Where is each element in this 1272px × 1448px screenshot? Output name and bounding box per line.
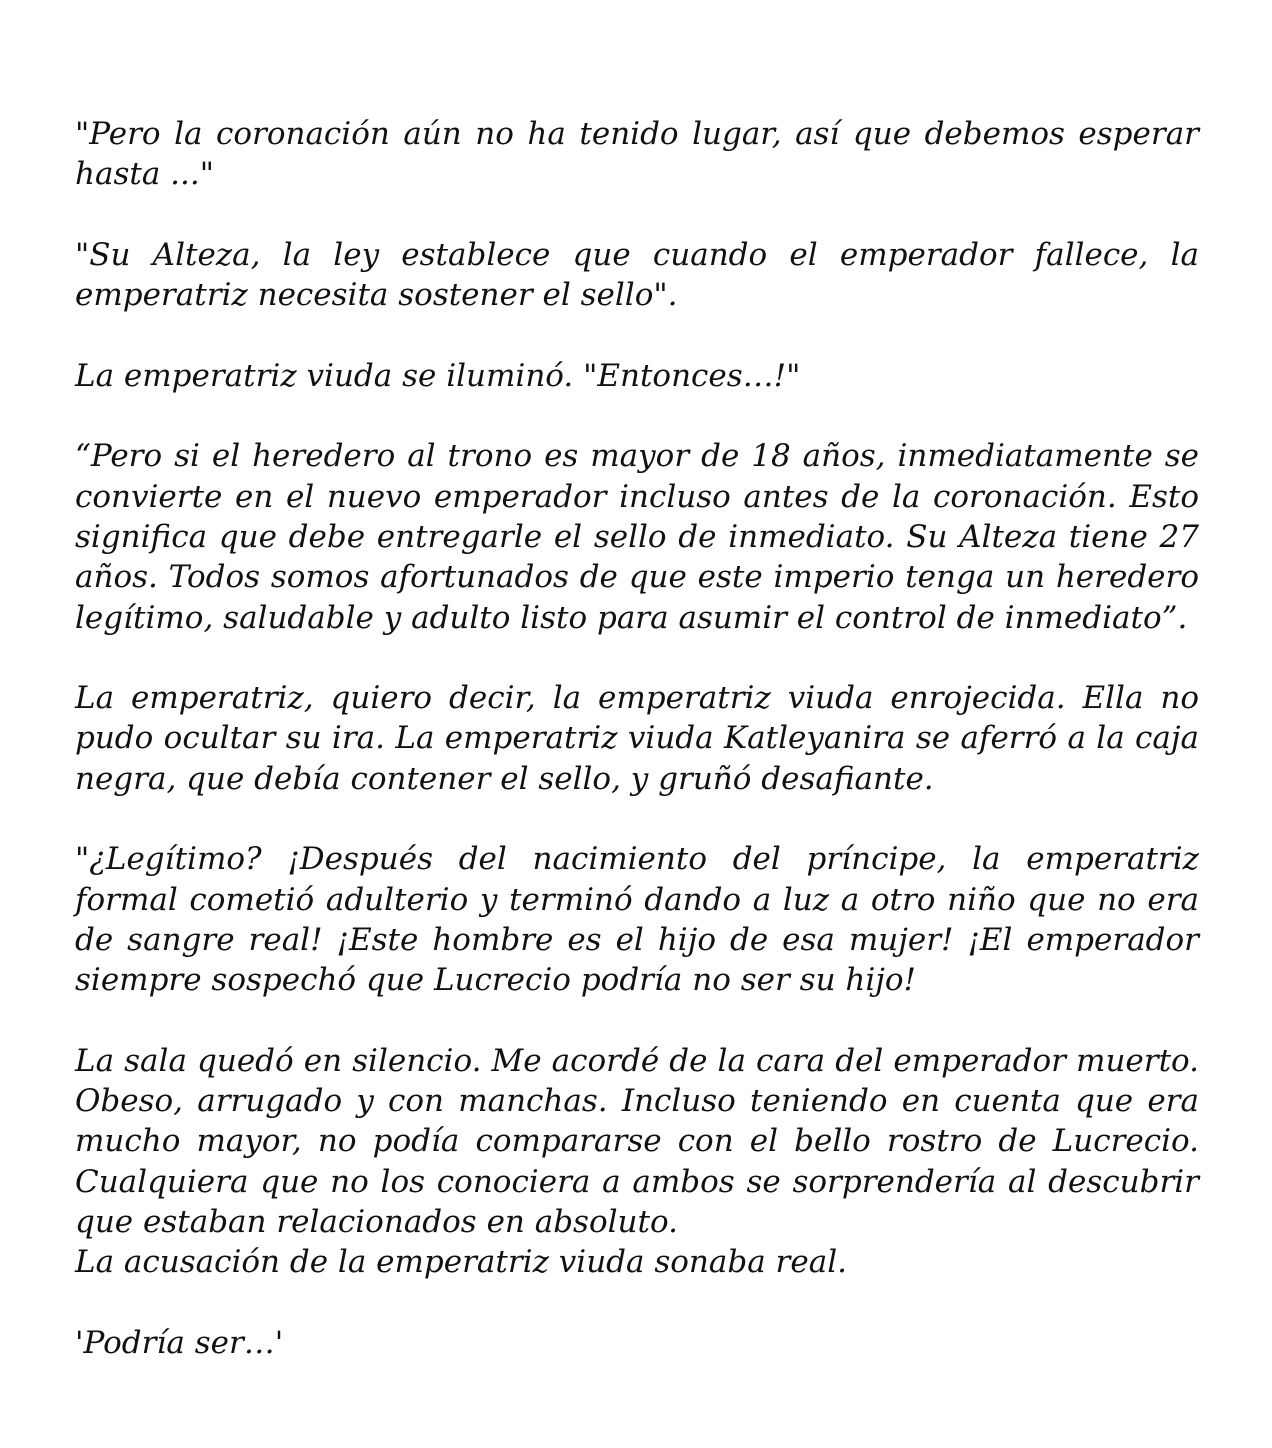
- paragraph-heir-age: “Pero si el heredero al trono es mayor de 18 años, inmediatamente se convierte en el nuevo emperador incluso antes de la coronación. Esto significa que debe entregarle el sello de inmediato. Su Alteza tiene 27 años. Todos somos afortunados de que este imperio tenga un heredero legítimo, saludable y adulto listo para asumir el control de inmediato”.: [75, 438, 1199, 636]
- paragraph-accusation-speech: "¿Legítimo? ¡Después del nacimiento del príncipe, la emperatriz formal cometió adulterio y terminó dando a luz a otro niño que no era de sangre real! ¡Este hombre es el hijo de esa mujer! ¡El emperador siempre sospechó que Lucrecio podría no ser su hijo!: [75, 841, 1199, 999]
- paragraph-could-be: 'Podría ser…': [75, 1324, 284, 1361]
- document-page: [75, 114, 1199, 1363]
- paragraph-law-seal: "Su Alteza, la ley establece que cuando el emperador fallece, la emperatriz necesita sostener el sello".: [75, 236, 1199, 314]
- paragraph-empress-lit-up: La emperatriz viuda se iluminó. "Entonces…!": [75, 357, 801, 394]
- paragraph-coronation: "Pero la coronación aún no ha tenido lugar, así que debemos esperar hasta ...": [75, 116, 1199, 193]
- paragraph-empress-anger: La emperatriz, quiero decir, la emperatriz viuda enrojecida. Ella no pudo ocultar su ira. La emperatriz viuda Katleyanira se aferró a la caja negra, que debía contener el sello, y gruñó desafiante.: [75, 680, 1199, 797]
- paragraph-accusation-real: La acusación de la emperatriz viuda sonaba real.: [75, 1244, 847, 1281]
- paragraph-silence: La sala quedó en silencio. Me acordé de la cara del emperador muerto. Obeso, arrugado y con manchas. Incluso teniendo en cuenta que era mucho mayor, no podía compararse con el bello rostro de Lucrecio. Cualquiera que no los conociera a ambos se sorprendería al descubrir que estaban relacionados en absoluto.: [75, 1042, 1199, 1241]
